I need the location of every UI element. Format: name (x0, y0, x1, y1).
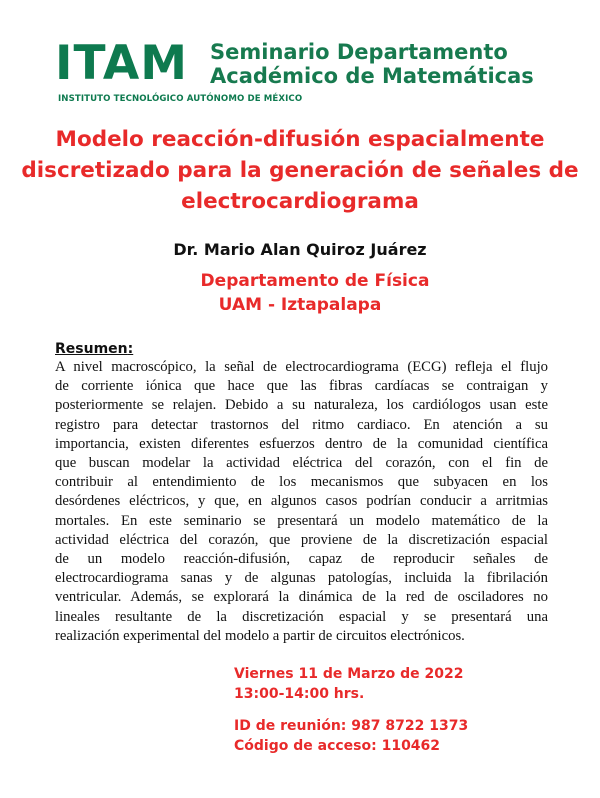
talk-title (0, 124, 600, 217)
meeting-id: ID de reunión: 987 8722 1373 (234, 718, 469, 734)
abstract-line: importancia, existen diferentes esfuerzos dentro de la comunidad científica (55, 435, 548, 452)
seminar-title-line2: Académico de Matemáticas (210, 64, 534, 88)
abstract-line: contribuir al entendimiento de los mecanismos que subyacen en los (55, 474, 548, 491)
abstract-line: registro para detectar trastornos del ritmo cardiaco. En atención a su (55, 416, 548, 433)
header (55, 38, 555, 108)
abstract-line: A nivel macroscópico, la señal de electrocardiograma (ECG) refleja el flujo (55, 359, 548, 375)
talk-title-line: electrocardiograma (181, 189, 419, 214)
abstract-line: electrocardiograma sanas y de algunas patologías, incluida la fibrilación (55, 570, 548, 587)
abstract-body (55, 358, 548, 646)
affiliation (0, 269, 600, 317)
institution-name: INSTITUTO TECNOLÓGICO AUTÓNOMO DE MÉXICO (58, 94, 303, 104)
talk-title-line: discretizado para la generación de señales de (21, 158, 579, 183)
abstract-line: ventricular. Además, se explorará la dinámica de la red de osciladores no (55, 589, 548, 606)
abstract-line: lineales resultante de la discretización espacial y se presentará una (55, 608, 548, 625)
abstract-line: de un modelo reacción-difusión, capaz de reproducir señales de (55, 551, 548, 568)
abstract-line: posteriormente se relajen. Debido a su naturaleza, los cardiólogos usan este (55, 397, 548, 414)
event-time: 13:00-14:00 hrs. (234, 686, 365, 702)
talk-title-line: Modelo reacción-difusión espacialmente (55, 127, 545, 152)
abstract-line: mortales. En este seminario se presentará un modelo matemático de la (55, 512, 548, 529)
abstract-line: actividad eléctrica del corazón, que proviene de la discretización espacial (55, 531, 548, 548)
abstract-line: realización experimental del modelo a partir de circuitos electrónicos. (55, 627, 465, 644)
abstract-heading: Resumen: (55, 341, 134, 357)
seminar-title-line1: Seminario Departamento (210, 40, 508, 64)
event-date: Viernes 11 de Marzo de 2022 (234, 666, 464, 682)
access-code: Código de acceso: 110462 (234, 738, 441, 754)
university-name: UAM - Iztapalapa (218, 295, 382, 315)
abstract-line: de corriente iónica que hace que las fibras cardíacas se contraigan y (55, 378, 548, 395)
abstract-line: que buscan modelar la actividad eléctrica del corazón, con el fin de (55, 455, 548, 472)
speaker-name: Dr. Mario Alan Quiroz Juárez (173, 240, 427, 259)
abstract-line: desórdenes eléctricos, y que, en algunos casos podrían conducir a arritmias (55, 493, 548, 510)
abstract-label: Resumen (55, 341, 128, 357)
itam-logo: ITAM (55, 36, 189, 91)
department-name: Departamento de Física (200, 271, 430, 291)
